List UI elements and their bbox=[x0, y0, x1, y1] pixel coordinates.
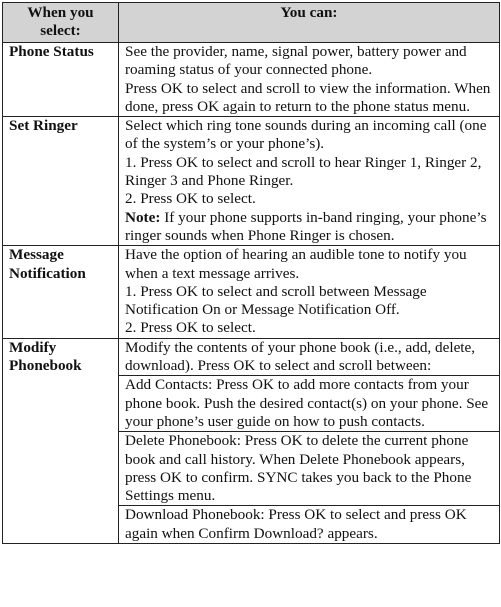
phone-settings-table bbox=[2, 2, 500, 544]
description-text: 2. Press OK to select. bbox=[125, 190, 256, 208]
description-modify-phonebook: Modify the contents of your phone book (i.e., add, delete, download). Press OK to select and scroll between: bbox=[119, 338, 500, 376]
table-row-message-notification bbox=[3, 246, 500, 338]
table-header-row bbox=[3, 3, 500, 43]
description-add-contacts: Add Contacts: Press OK to add more contacts from your phone book. Push the desired contact(s) on your phone. See your phone’s user guide on how to push contacts. bbox=[119, 376, 500, 432]
feature-set-ringer: Set Ringer bbox=[3, 117, 119, 246]
table-row-set-ringer bbox=[3, 117, 500, 246]
description-message-notification bbox=[119, 246, 500, 338]
description-download-phonebook: Download Phonebook: Press OK to select and press OK again when Confirm Download? appears. bbox=[119, 506, 500, 544]
feature-message-notification: Message Notification bbox=[3, 246, 119, 338]
description-text: See the provider, name, signal power, battery power and roaming status of your connected phone. bbox=[125, 43, 467, 79]
description-text: Have the option of hearing an audible tone to notify you when a text message arrives. bbox=[125, 246, 467, 282]
table-row-phone-status bbox=[3, 43, 500, 117]
description-text: Select which ring tone sounds during an incoming call (one of the system’s or your phone’s). bbox=[125, 117, 487, 153]
table-row-modify-phonebook bbox=[3, 338, 500, 376]
description-phone-status bbox=[119, 43, 500, 117]
header-when-you-select: When you select: bbox=[3, 3, 119, 43]
description-delete-phonebook: Delete Phonebook: Press OK to delete the current phone book and call history. When Delete Phonebook appears, press OK to confirm. SYNC takes you back to the Phone Settings menu. bbox=[119, 432, 500, 506]
feature-phone-status: Phone Status bbox=[3, 43, 119, 117]
note-text: If your phone supports in-band ringing, your phone’s ringer sounds when Phone Ringer is chosen. bbox=[125, 208, 487, 244]
description-text: 1. Press OK to select and scroll between Message Notification On or Message Notification Off. bbox=[125, 282, 427, 319]
feature-modify-phonebook: Modify Phonebook bbox=[3, 338, 119, 543]
header-you-can: You can: bbox=[119, 3, 500, 43]
description-text: Press OK to select and scroll to view the information. When done, press OK again to return to the phone status menu. bbox=[125, 79, 491, 115]
note bbox=[125, 209, 493, 246]
description-set-ringer bbox=[119, 117, 500, 246]
description-text: 2. Press OK to select. bbox=[125, 319, 256, 337]
note-label: Note: bbox=[125, 208, 161, 226]
description-text: 1. Press OK to select and scroll to hear Ringer 1, Ringer 2, Ringer 3 and Phone Ringer. bbox=[125, 153, 482, 190]
